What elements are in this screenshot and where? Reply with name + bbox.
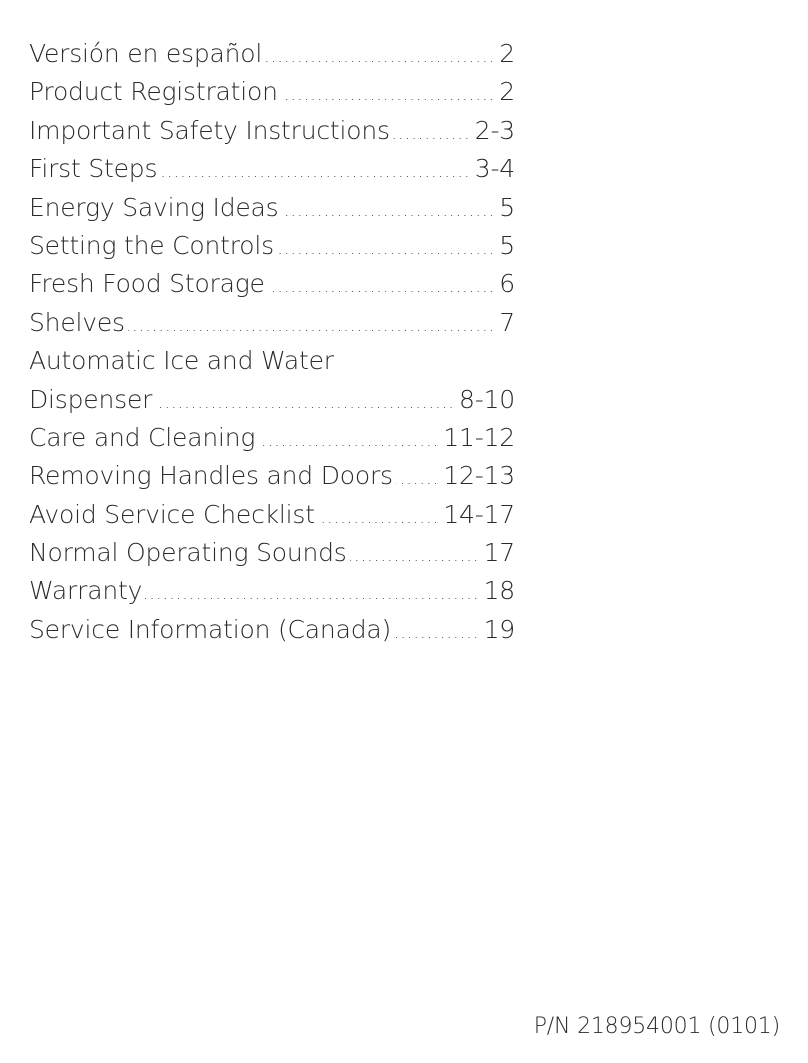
toc-entry-page: 6 <box>499 269 515 299</box>
leader-dots <box>145 575 479 613</box>
toc-entry-care-cleaning[interactable] <box>29 419 515 457</box>
toc-entry-ice-water-dispenser-line2[interactable] <box>29 381 515 419</box>
leader-dots <box>265 38 495 76</box>
toc-entry-normal-operating-sounds[interactable] <box>29 534 515 572</box>
toc-entry-safety-instructions[interactable] <box>29 112 515 150</box>
toc-entry-title: Fresh Food Storage <box>29 269 265 299</box>
toc-entry-removing-handles-doors[interactable] <box>29 457 515 495</box>
toc-entry-title: Care and Cleaning <box>29 422 256 452</box>
leader-dots <box>277 230 495 268</box>
toc-entry-page: 18 <box>483 576 515 606</box>
toc-entry-page: 12-13 <box>443 461 515 491</box>
toc-entry-page: 5 <box>499 230 515 260</box>
toc-entry-page: 11-12 <box>443 422 515 452</box>
leader-dots <box>393 115 471 153</box>
leader-dots <box>282 192 496 230</box>
toc-entry-page: 2 <box>499 39 515 68</box>
toc-entry-title: Product Registration <box>29 77 278 107</box>
toc-entry-title: Warranty <box>29 576 143 606</box>
toc-entry-page: 2-3 <box>474 115 515 145</box>
toc-entry-service-information-canada[interactable] <box>29 611 515 649</box>
toc-entry-page: 2 <box>499 77 515 107</box>
toc-entry-title: Normal Operating Sounds <box>29 538 347 568</box>
leader-dots <box>128 307 495 345</box>
toc-entry-setting-controls[interactable] <box>29 227 515 265</box>
leader-dots <box>281 76 496 114</box>
toc-entry-fresh-food-storage[interactable] <box>29 265 515 303</box>
part-number: P/N 218954001 (0101) <box>533 1014 780 1039</box>
leader-dots <box>268 268 496 306</box>
leader-dots <box>155 384 455 422</box>
toc-entry-page: 7 <box>499 307 515 337</box>
toc-entry-first-steps[interactable] <box>29 150 515 188</box>
toc-entry-warranty[interactable] <box>29 572 515 610</box>
toc-entry-title: Shelves <box>29 307 125 337</box>
leader-dots <box>258 422 439 460</box>
toc-entry-title: Energy Saving Ideas <box>29 192 279 222</box>
toc-entry-page: 8-10 <box>459 384 515 414</box>
table-of-contents <box>29 35 515 649</box>
toc-entry-shelves[interactable] <box>29 304 515 342</box>
toc-entry-title: Automatic Ice and Water <box>29 346 334 376</box>
leader-dots <box>350 537 480 575</box>
toc-entry-title: First Steps <box>29 154 158 184</box>
toc-entry-title: Service Information (Canada) <box>29 614 392 644</box>
toc-entry-ice-water-dispenser-line1[interactable] <box>29 342 515 380</box>
toc-entry-page: 19 <box>483 614 515 644</box>
toc-entry-title: Setting the Controls <box>29 230 274 260</box>
toc-entry-page: 14-17 <box>443 499 515 529</box>
leader-dots <box>160 153 470 191</box>
toc-entry-energy-saving-ideas[interactable] <box>29 189 515 227</box>
leader-dots <box>394 614 480 652</box>
toc-entry-title: Removing Handles and Doors <box>29 461 393 491</box>
toc-entry-title: Important Safety Instructions <box>29 115 390 145</box>
toc-entry-page: 17 <box>483 538 515 568</box>
toc-entry-title: Avoid Service Checklist <box>29 499 315 529</box>
toc-entry-page: 5 <box>499 192 515 222</box>
toc-entry-page: 3-4 <box>474 154 515 184</box>
toc-entry-title: Versión en español <box>29 39 263 68</box>
toc-entry-avoid-service-checklist[interactable] <box>29 496 515 534</box>
leader-dots <box>396 460 439 498</box>
leader-dots <box>318 499 439 537</box>
toc-entry-version-espanol[interactable] <box>29 35 515 73</box>
toc-entry-title: Dispenser <box>29 384 153 414</box>
toc-entry-product-registration[interactable] <box>29 73 515 111</box>
